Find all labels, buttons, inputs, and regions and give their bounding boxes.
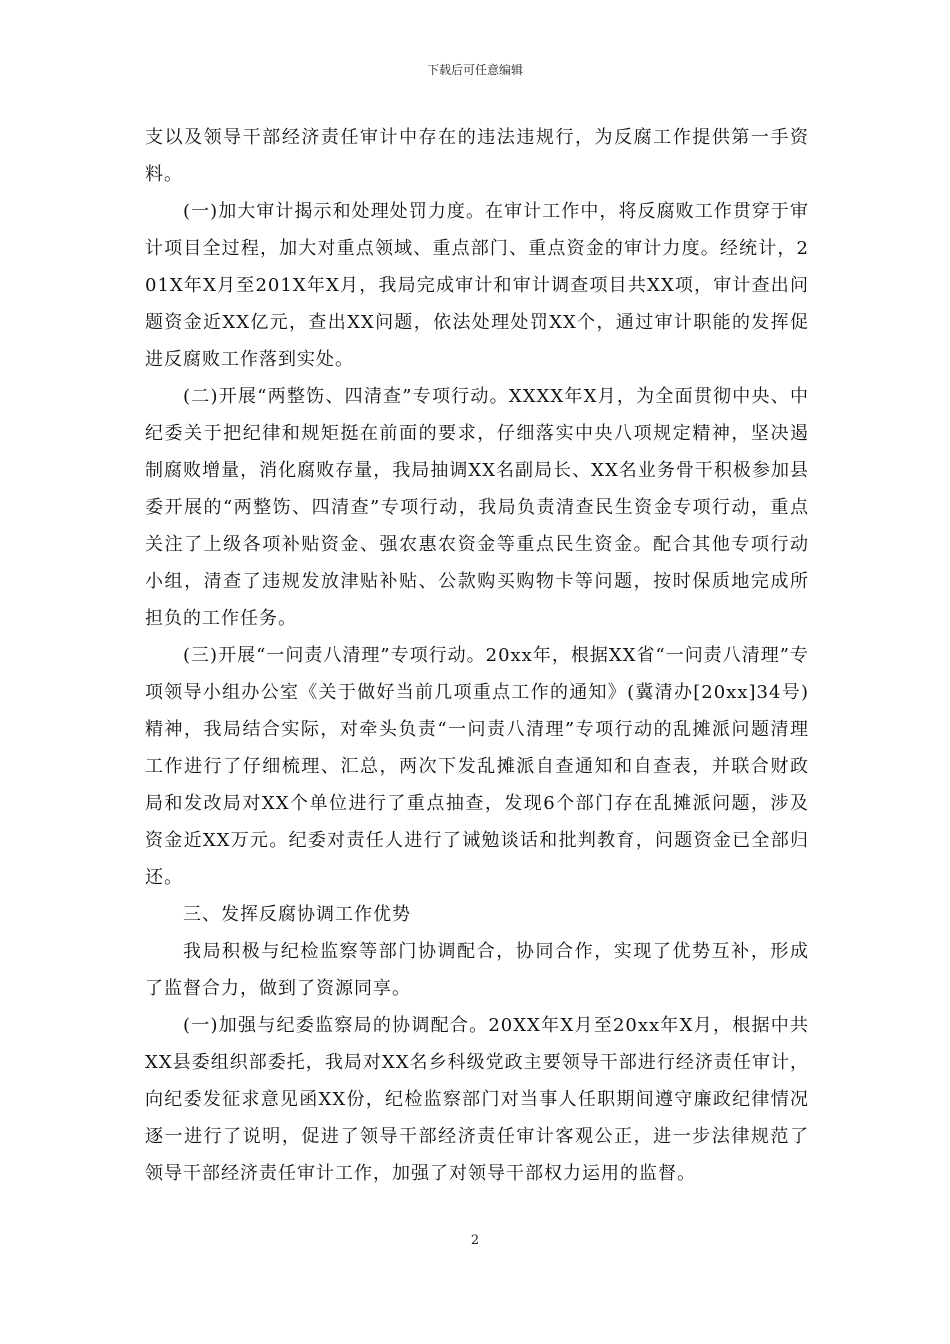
paragraph-audit-enforcement: (一)加大审计揭示和处理处罚力度。在审计工作中，将反腐败工作贯穿于审计项目全过程，加大对重点领域、重点部门、重点资金的审计力度。经统计，201X年X月至201X年X月，我局完成审计和审计调查项目共XX项，审计查出问题资金近XX亿元，查出XX问题，依法处理处罚XX个，通过审计职能的发挥促进反腐败工作落到实处。	[145, 201, 809, 370]
paragraph-two-rectify-four-check: (二)开展“两整饬、四清查”专项行动。XXXX年X月，为全面贯彻中央、中纪委关于把纪律和规矩挺在前面的要求，仔细落实中央八项规定精神，坚决遏制腐败增量，消化腐败存量，我局抽调XX名副局长、XX名业务骨干积极参加县委开展的“两整饬、四清查”专项行动，我局负责清查民生资金专项行动，重点关注了上级各项补贴资金、强农惠农资金等重点民生资金。配合其他专项行动小组，清查了违规发放津贴补贴、公款购买购物卡等问题，按时保质地完成所担负的工作任务。	[145, 386, 809, 629]
paragraph-discipline-coordination: (一)加强与纪委监察局的协调配合。20XX年X月至20xx年X月，根据中共XX县委组织部委托，我局对XX名乡科级党政主要领导干部进行经济责任审计，向纪委发征求意见函XX份，纪检监察部门对当事人任职期间遵守廉政纪律情况逐一进行了说明，促进了领导干部经济责任审计客观公正，进一步法律规范了领导干部经济责任审计工作，加强了对领导干部权力运用的监督。	[145, 1015, 809, 1184]
document-body	[145, 119, 809, 1192]
paragraph-coordination-intro: 我局积极与纪检监察等部门协调配合，协同合作，实现了优势互补，形成了监督合力，做到了资源同享。	[145, 941, 809, 999]
section-heading: 三、发挥反腐协调工作优势	[183, 904, 411, 925]
page-number: 2	[470, 1233, 480, 1248]
page-header: 下载后可任意编辑	[426, 63, 523, 77]
paragraph-one-accountability-eight-cleanup: (三)开展“一问责八清理”专项行动。20xx年，根据XX省“一问责八清理”专项领导小组办公室《关于做好当前几项重点工作的通知》(冀清办[20xx]34号)精神，我局结合实际，对牵头负责“一问责八清理”专项行动的乱摊派问题清理工作进行了仔细梳理、汇总，两次下发乱摊派自查通知和自查表，并联合财政局和发改局对XX个单位进行了重点抽查，发现6个部门存在乱摊派问题，涉及资金近XX万元。纪委对责任人进行了诫勉谈话和批判教育，问题资金已全部归还。	[145, 645, 809, 888]
paragraph-continuation: 支以及领导干部经济责任审计中存在的违法违规行，为反腐工作提供第一手资料。	[145, 127, 809, 185]
